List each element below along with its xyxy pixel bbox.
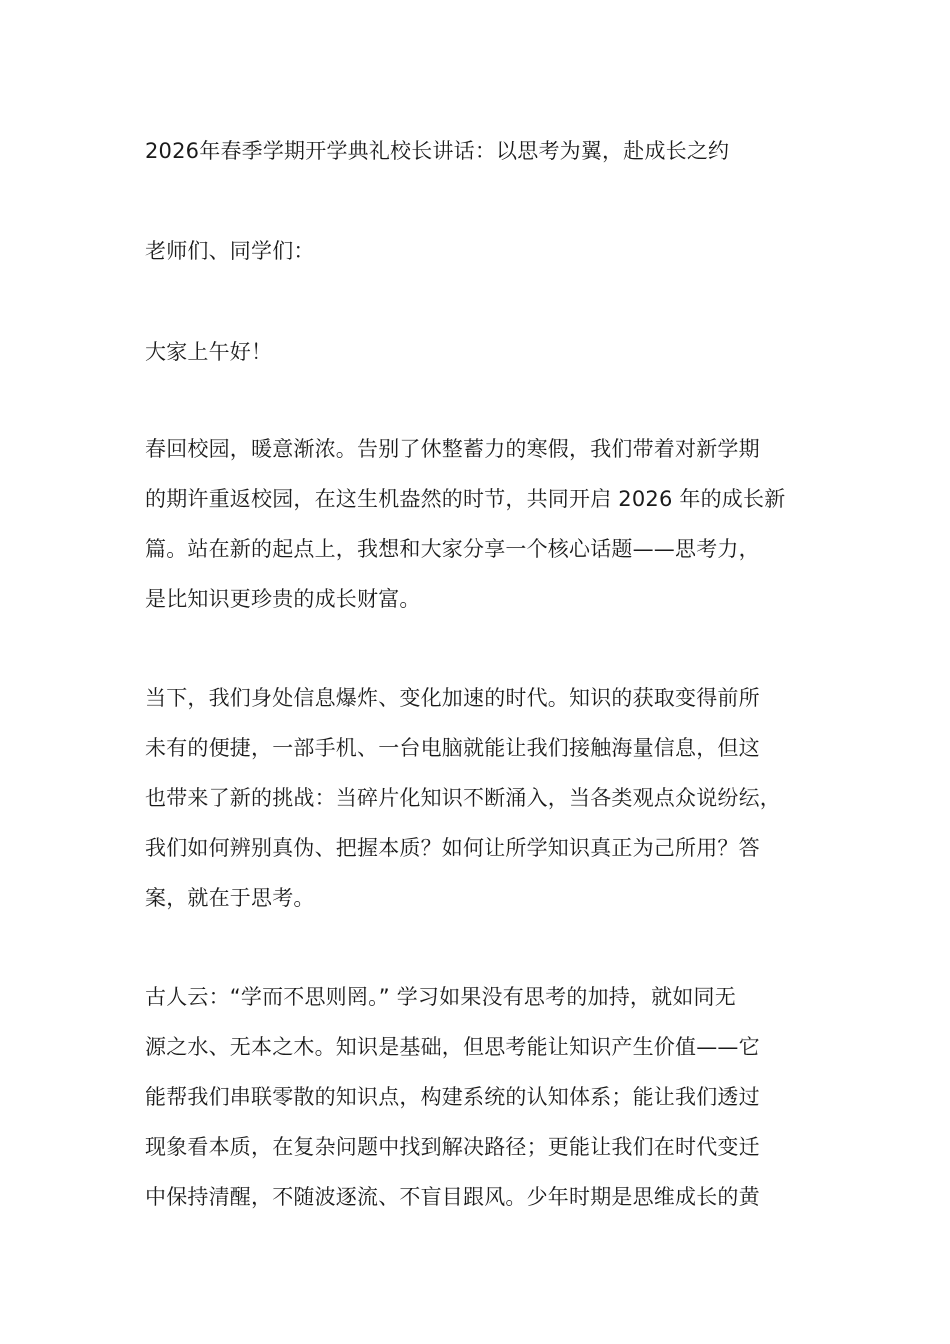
paragraph-line: 是比知识更珍贵的成长财富。 — [145, 587, 421, 611]
salutation: 老师们、同学们： — [145, 239, 315, 263]
paragraph-line: 现象看本质，在复杂问题中找到解决路径；更能让我们在时代变迁 — [145, 1135, 760, 1159]
paragraph-line: 当下，我们身处信息爆炸、变化加速的时代。知识的获取变得前所 — [145, 686, 760, 710]
paragraph-line: 源之水、无本之木。知识是基础，但思考能让知识产生价值——它 — [145, 1035, 760, 1059]
paragraph-line: 的期许重返校园，在这生机盎然的时节，共同开启 2026 年的成长新 — [145, 487, 786, 511]
paragraph-line: 案，就在于思考。 — [145, 886, 315, 910]
paragraph-line: 篇。站在新的起点上，我想和大家分享一个核心话题——思考力， — [145, 537, 760, 561]
paragraph-line: 能帮我们串联零散的知识点，构建系统的认知体系；能让我们透过 — [145, 1085, 760, 1109]
paragraph-line: 也带来了新的挑战：当碎片化知识不断涌入，当各类观点众说纷纭， — [145, 786, 781, 810]
paragraph-line: 未有的便捷，一部手机、一台电脑就能让我们接触海量信息，但这 — [145, 736, 760, 760]
paragraph-line: 中保持清醒，不随波逐流、不盲目跟风。少年时期是思维成长的黄 — [145, 1185, 760, 1209]
greeting: 大家上午好！ — [145, 340, 273, 364]
paragraph-line: 我们如何辨别真伪、把握本质？如何让所学知识真正为己所用？答 — [145, 836, 760, 860]
paragraph-line: 古人云：“学而不思则罔。” 学习如果没有思考的加持，就如同无 — [145, 985, 736, 1009]
document-title: 2026年春季学期开学典礼校长讲话：以思考为翼，赴成长之约 — [145, 139, 730, 163]
paragraph-line: 春回校园，暖意渐浓。告别了休整蓄力的寒假，我们带着对新学期 — [145, 437, 760, 461]
